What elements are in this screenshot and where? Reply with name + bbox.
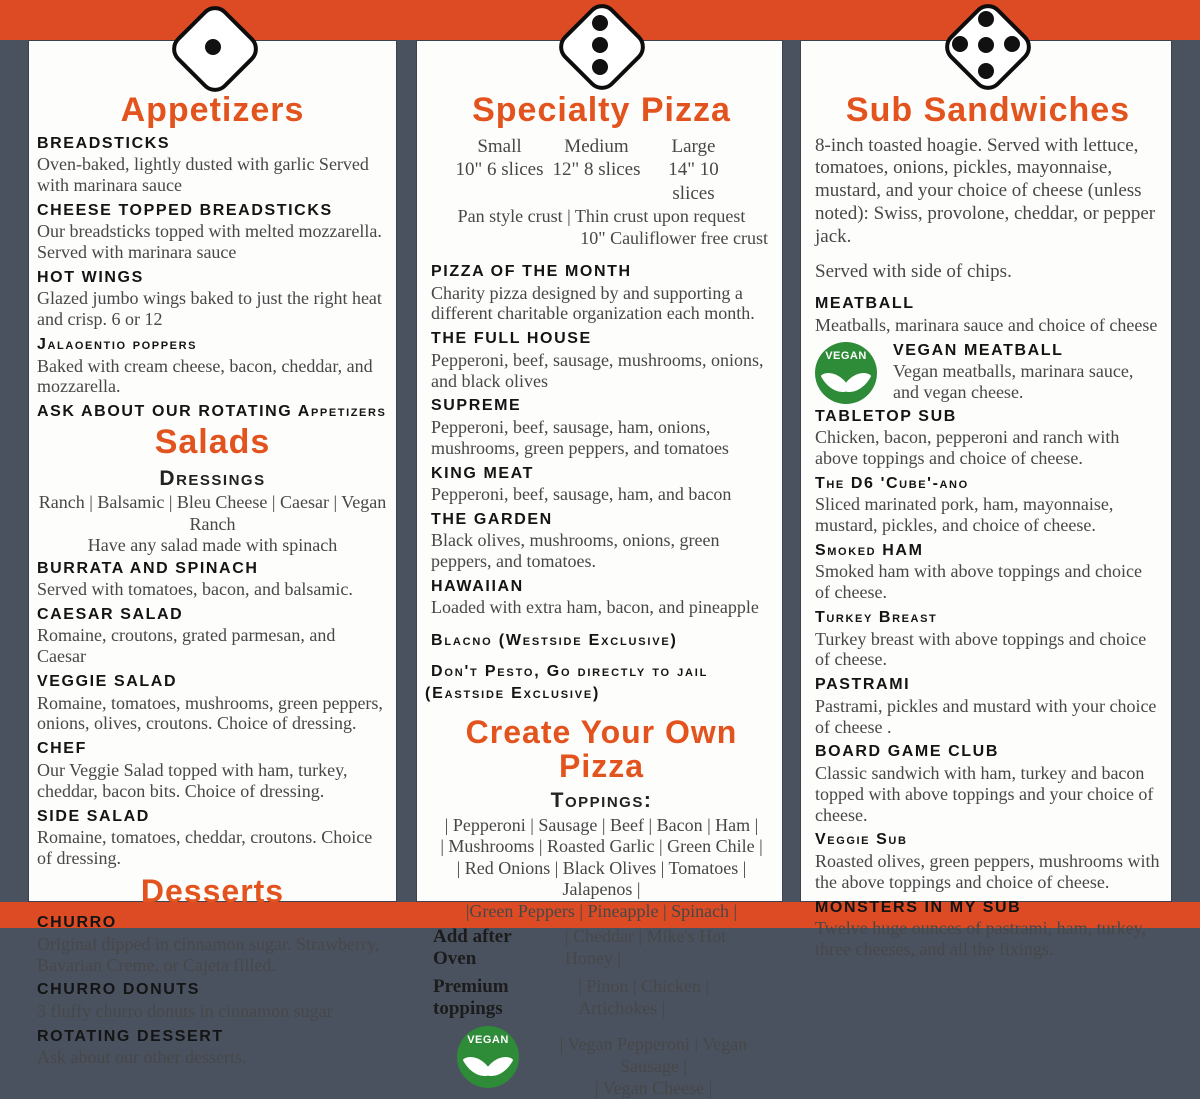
item-name: HAWAIIAN: [431, 577, 524, 595]
vegan-toppings-line-2: | Vegan Cheese |: [594, 1077, 713, 1098]
vegan-icon: VEGAN: [457, 1026, 519, 1088]
size-large-slices: 14" 10 slices: [668, 159, 719, 205]
item-description: Chicken, bacon, pepperoni and ranch with above toppings and choice of cheese.: [815, 427, 1120, 468]
toppings-line-3: | Red Onions | Black Olives | Tomatoes | Jalapenos |: [456, 857, 747, 900]
pizza-size-values: [451, 158, 742, 206]
appetizers-column: [28, 40, 397, 1068]
menu-item-cheese-breadsticks: [37, 202, 388, 263]
item-description: Charity pizza designed by and supporting a different charitable organization each month.: [431, 282, 755, 324]
item-description: Pastrami, pickles and mustard with your choice of cheese .: [815, 695, 1157, 737]
item-description: Classic sandwich with ham, turkey and bacon topped with above toppings and your choice of cheese.: [815, 762, 1154, 825]
item-description: Turkey breast with above toppings and choice of cheese.: [815, 628, 1147, 670]
menu-item-jalapeno-poppers: [37, 336, 388, 397]
toppings-line-2: | Mushrooms | Roasted Garlic | Green Chile |: [440, 836, 763, 857]
item-name: Smoked HAM: [815, 542, 924, 560]
item-name: CHEF: [37, 740, 87, 758]
item-description: Romaine, tomatoes, mushrooms, green peppers, onions, olives, croutons. Choice of dressing.: [37, 692, 383, 734]
item-description: Pepperoni, beef, sausage, ham, and bacon: [431, 483, 732, 504]
toppings-subheading: Toppings:: [550, 789, 653, 813]
item-name: BOARD GAME CLUB: [815, 743, 999, 761]
item-description: Baked with cream cheese, bacon, cheddar, and mozzarella.: [37, 355, 373, 397]
item-name: BURRATA AND SPINACH: [37, 559, 259, 577]
dressings-subheading: Dressings: [159, 466, 266, 490]
item-name: SIDE SALAD: [37, 807, 150, 825]
size-large-label: Large: [671, 135, 716, 157]
menu-item-caesar-salad: [37, 606, 388, 667]
premium-toppings-row: [433, 976, 772, 1020]
menu-item-smoked-ham: [815, 542, 1161, 603]
size-medium-slices: 12" 8 slices: [552, 159, 641, 181]
item-name: CHEESE TOPPED BREADSTICKS: [37, 201, 333, 219]
item-description: Twelve huge ounces of pastrami, ham, turkey, three cheeses, and all the fixings.: [815, 917, 1146, 959]
size-small-label: Small: [477, 135, 522, 157]
eastside-exclusive-label: (Eastside Exclusive): [425, 685, 601, 703]
appetizers-heading: Appetizers: [120, 91, 305, 129]
item-name: PIZZA OF THE MONTH: [431, 263, 632, 281]
item-description: Our Veggie Salad topped with ham, turkey, cheddar, bacon bits. Choice of dressing.: [37, 759, 348, 801]
item-description: Meatballs, marinara sauce and choice of cheese: [815, 314, 1158, 335]
premium-toppings-items: | Pinon | Chicken | Artichokes |: [578, 976, 710, 1019]
size-medium-label: Medium: [564, 135, 629, 157]
item-name: The D6 'Cube'-ano: [815, 474, 969, 492]
item-description: Original dipped in cinnamon sugar. Strawberry, Bavarian Creme, or Cajeta filled.: [37, 933, 380, 975]
menu-item-chef: [37, 740, 388, 801]
specialty-pizza-heading: Specialty Pizza: [472, 91, 731, 129]
item-description: Glazed jumbo wings baked to just the right heat and crisp. 6 or 12: [37, 288, 382, 330]
menu-item-turkey-breast: [815, 609, 1161, 670]
menu-item-veggie-salad: [37, 673, 388, 734]
item-name: THE GARDEN: [431, 510, 553, 528]
item-name: CAESAR SALAD: [37, 606, 184, 624]
menu-item-side-salad: [37, 808, 388, 869]
item-name: CHURRO: [37, 914, 117, 932]
item-description: 3 fluffy churro donuts in cinnamon sugar: [37, 1000, 333, 1021]
item-name: Jalaoentio poppers: [37, 336, 198, 354]
menu-item-tabletop-sub: [815, 408, 1161, 469]
menu-item-meatball: [815, 295, 1161, 335]
item-name: VEGGIE SALAD: [37, 673, 178, 691]
dressings-list: Ranch | Balsamic | Bleu Cheese | Caesar | Vegan Ranch: [38, 492, 387, 534]
item-description: Our breadsticks topped with melted mozzarella. Served with marinara sauce: [37, 221, 382, 263]
vegan-toppings-line-1: | Vegan Pepperoni | Vegan Sausage |: [559, 1034, 748, 1077]
menu-item-vegan-meatball: [815, 342, 1161, 404]
add-after-oven-row: [433, 926, 772, 970]
item-name: HOT WINGS: [37, 268, 144, 286]
die-five-icon: [941, 0, 1031, 90]
item-description: Roasted olives, green peppers, mushrooms with the above toppings and choice of cheese.: [815, 850, 1160, 892]
spinach-note: Have any salad made with spinach: [87, 535, 338, 556]
item-description: Loaded with extra ham, bacon, and pineapple: [431, 597, 759, 618]
add-after-oven-label: Add after Oven: [433, 926, 512, 970]
menu-item-supreme: [431, 397, 772, 458]
subs-intro: 8-inch toasted hoagie. Served with lettuce, tomatoes, onions, pickles, mayonnaise, mustard, and your choice of cheese (unless noted): Swiss, provolone, cheddar, or pepper jack.: [815, 134, 1156, 247]
menu-item-blacno: Blacno (Westside Exclusive): [431, 632, 678, 650]
item-name: ROTATING DESSERT: [37, 1027, 224, 1045]
cauliflower-crust-note: 10" Cauliflower free crust: [580, 227, 768, 248]
item-description: Ask about our other desserts.: [37, 1047, 247, 1068]
toppings-line-1: | Pepperoni | Sausage | Beef | Bacon | Ham |: [444, 814, 759, 835]
sub-sandwiches-heading: Sub Sandwiches: [845, 91, 1131, 129]
item-name: THE FULL HOUSE: [431, 330, 592, 348]
crust-note: Pan style crust | Thin crust upon request: [457, 205, 746, 226]
add-after-oven-items: | Cheddar | Mike's Hot Honey |: [564, 926, 727, 969]
chips-note: Served with side of chips.: [815, 260, 1012, 282]
item-name: MONSTERS IN MY SUB: [815, 898, 1022, 916]
item-description: Black olives, mushrooms, onions, green peppers, and tomatoes.: [431, 530, 720, 572]
size-small-slices: 10" 6 slices: [455, 159, 544, 181]
menu-item-churro: [37, 914, 388, 975]
menu-item-hawaiian: [431, 578, 772, 618]
item-name: Veggie Sub: [815, 831, 908, 849]
item-description: Oven-baked, lightly dusted with garlic Served with marinara sauce: [37, 154, 369, 195]
menu-item-churro-donuts: [37, 981, 388, 1021]
menu-item-full-house: [431, 330, 772, 391]
menu-item-rotating-dessert: [37, 1028, 388, 1068]
sub-sandwiches-column: [800, 40, 1172, 959]
item-name: KING MEAT: [431, 464, 534, 482]
desserts-heading: Desserts: [140, 872, 285, 909]
toppings-line-4: |Green Peppers | Pineapple | Spinach |: [465, 900, 738, 921]
item-name: MEATBALL: [815, 295, 915, 313]
menu-item-pizza-of-the-month: [431, 263, 772, 324]
item-name: VEGAN MEATBALL: [893, 341, 1064, 359]
die-one-icon: [168, 2, 258, 92]
item-name: BREADSTICKS: [37, 134, 171, 152]
item-description: Pepperoni, beef, sausage, ham, onions, mushrooms, green peppers, and tomatoes: [431, 416, 729, 458]
item-name: CHURRO DONUTS: [37, 981, 201, 999]
salads-heading: Salads: [154, 423, 271, 462]
item-name: TABLETOP SUB: [815, 407, 957, 425]
menu-item-pastrami: [815, 676, 1161, 737]
create-your-own-heading: Create Your Own Pizza: [465, 714, 738, 784]
specialty-pizza-column: [416, 40, 783, 1098]
menu-item-breadsticks: [37, 135, 388, 196]
item-description: Smoked ham with above toppings and choice of cheese.: [815, 561, 1142, 603]
menu-item-hot-wings: [37, 269, 388, 330]
premium-toppings-label: Premium toppings: [433, 976, 509, 1020]
pizza-size-headers: [451, 135, 742, 159]
menu-item-board-game-club: [815, 743, 1161, 825]
item-description: Pepperoni, beef, sausage, mushrooms, onions, and black olives: [431, 349, 764, 391]
item-description: Sliced marinated pork, ham, mayonnaise, mustard, pickles, and choice of cheese.: [815, 494, 1114, 536]
item-description: Romaine, croutons, grated parmesan, and Caesar: [37, 625, 336, 667]
die-three-icon: [555, 0, 645, 90]
menu-item-monsters-in-my-sub: [815, 899, 1161, 960]
vegan-icon: VEGAN: [815, 342, 877, 404]
menu-item-dont-pesto: Don't Pesto, Go directly to jail: [431, 663, 709, 681]
item-name: Turkey Breast: [815, 609, 938, 627]
menu-item-king-meat: [431, 465, 772, 505]
menu-item-the-garden: [431, 511, 772, 572]
item-name: SUPREME: [431, 397, 522, 415]
rotating-appetizers-note: ASK ABOUT OUR ROTATING Appetizers: [37, 403, 387, 421]
menu-item-d6-cubano: [815, 475, 1161, 536]
item-name: PASTRAMI: [815, 676, 911, 694]
menu-item-veggie-sub: [815, 831, 1161, 892]
item-description: Served with tomatoes, bacon, and balsamic.: [37, 579, 353, 600]
item-description: Vegan meatballs, marinara sauce, and vegan cheese.: [893, 361, 1134, 402]
item-description: Romaine, tomatoes, cheddar, croutons. Choice of dressing.: [37, 826, 373, 868]
menu-item-burrata-spinach: [37, 560, 388, 600]
vegan-toppings-row: [457, 1026, 772, 1099]
